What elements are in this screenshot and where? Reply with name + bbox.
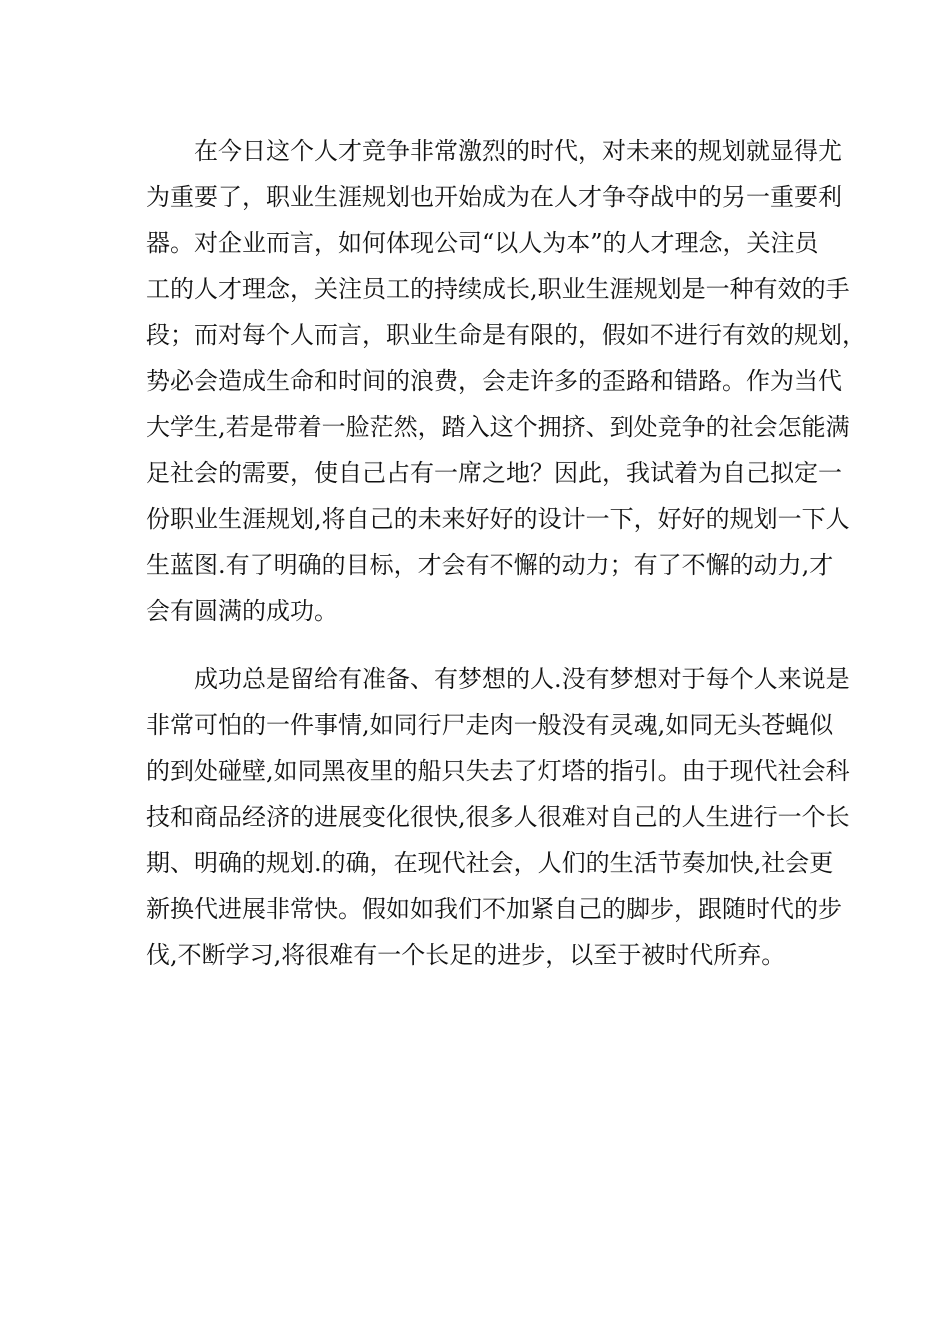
text-line: 为重要了，职业生涯规划也开始成为在人才争夺战中的另一重要利 [146,183,842,211]
text-line: 伐,不断学习,将很难有一个长足的进步，以至于被时代所弃。 [146,941,786,969]
text-line: 段；而对每个人而言，职业生命是有限的，假如不进行有效的规划， [146,321,866,349]
text-line: 成功总是留给有准备、有梦想的人.没有梦想对于每个人来说是 [194,665,850,693]
paragraph-1 [146,128,866,634]
paragraph-2 [146,656,850,978]
text-line: 期、明确的规划.的确，在现代社会，人们的生活节奏加快,社会更 [146,849,834,877]
text-line: 的到处碰壁,如同黑夜里的船只失去了灯塔的指引。由于现代社会科 [146,757,850,785]
document-body [146,128,866,978]
text-line: 大学生,若是带着一脸茫然，踏入这个拥挤、到处竞争的社会怎能满 [146,413,850,441]
text-line: 份职业生涯规划,将自己的未来好好的设计一下，好好的规划一下人 [146,505,850,533]
text-line: 技和商品经济的进展变化很快,很多人很难对自己的人生进行一个长 [146,803,850,831]
text-line: 非常可怕的一件事情,如同行尸走肉一般没有灵魂,如同无头苍蝇似 [146,711,834,739]
text-line: 势必会造成生命和时间的浪费，会走许多的歪路和错路。作为当代 [146,367,842,395]
text-line: 生蓝图.有了明确的目标，才会有不懈的动力；有了不懈的动力,才 [146,551,834,579]
text-line: 新换代进展非常快。假如如我们不加紧自己的脚步，跟随时代的步 [146,895,842,923]
text-line: 器。对企业而言，如何体现公司“以人为本”的人才理念，关注员 [146,229,819,257]
text-line: 会有圆满的成功。 [146,597,338,625]
text-line: 在今日这个人才竞争非常激烈的时代，对未来的规划就显得尤 [194,137,842,165]
text-line: 工的人才理念，关注员工的持续成长,职业生涯规划是一种有效的手 [146,275,850,303]
text-line: 足社会的需要，使自己占有一席之地？因此，我试着为自己拟定一 [146,459,842,487]
